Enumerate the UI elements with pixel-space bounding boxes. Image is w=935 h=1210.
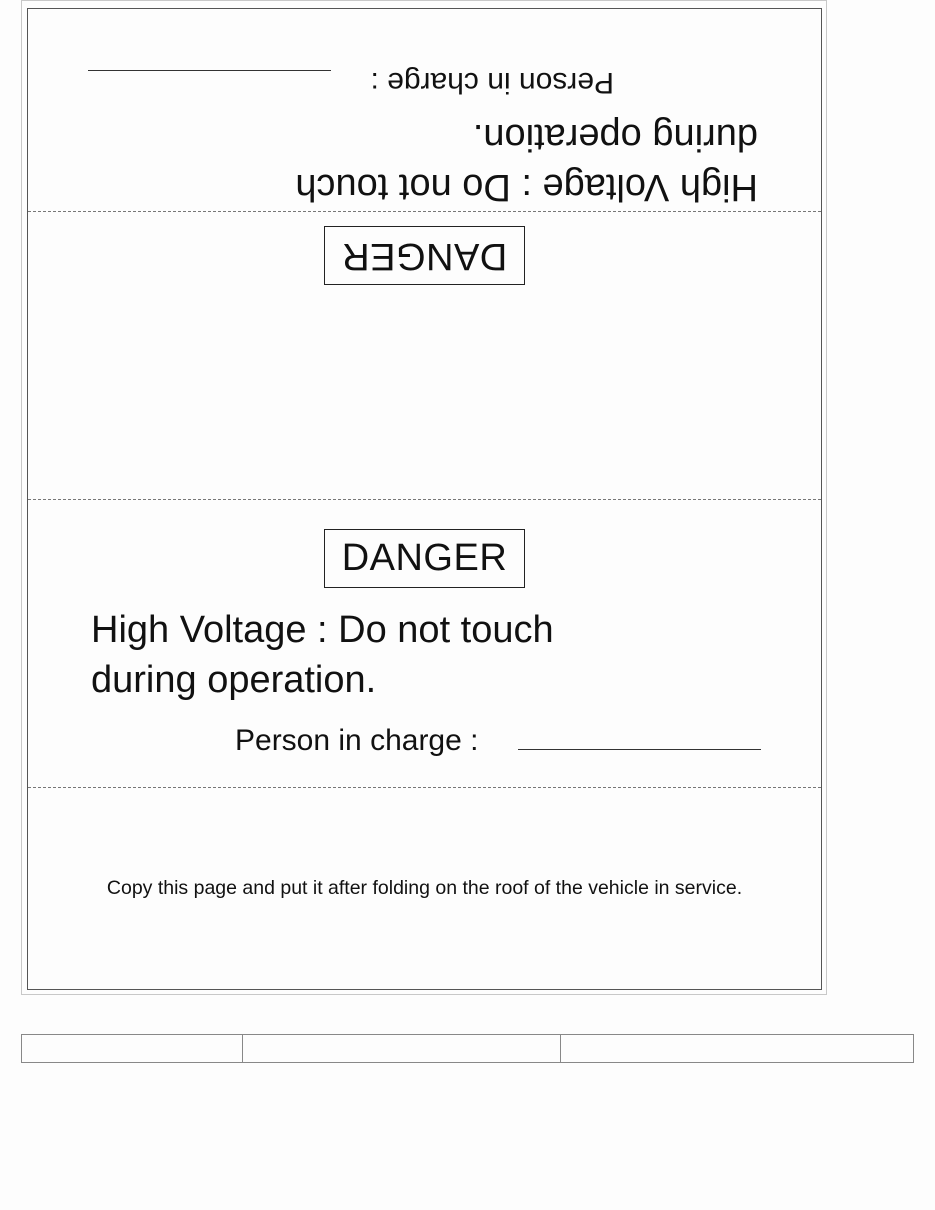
warning-text: High Voltage : Do not touch during operation. xyxy=(91,609,554,701)
fold-line-bottom xyxy=(28,787,821,788)
table-row xyxy=(22,1035,914,1063)
signature-line xyxy=(88,70,331,71)
signature-line xyxy=(518,749,761,750)
footer-table xyxy=(21,1034,914,1063)
danger-badge: DANGER xyxy=(324,529,525,588)
footer-cell xyxy=(561,1035,914,1063)
footer-cell xyxy=(22,1035,243,1063)
sign-panel xyxy=(28,297,821,757)
sign-panel-inverted xyxy=(28,11,821,297)
danger-badge: DANGER xyxy=(324,226,525,285)
page-border xyxy=(21,0,827,995)
person-in-charge-label: Person in charge : xyxy=(235,724,479,757)
warning-text: High Voltage : Do not touch during operation. xyxy=(295,116,758,208)
footer-cell xyxy=(243,1035,561,1063)
folding-sign-sheet xyxy=(27,8,822,990)
person-in-charge-label: Person in charge : xyxy=(370,66,614,99)
instruction-note: Copy this page and put it after folding on the roof of the vehicle in service. xyxy=(106,877,743,899)
